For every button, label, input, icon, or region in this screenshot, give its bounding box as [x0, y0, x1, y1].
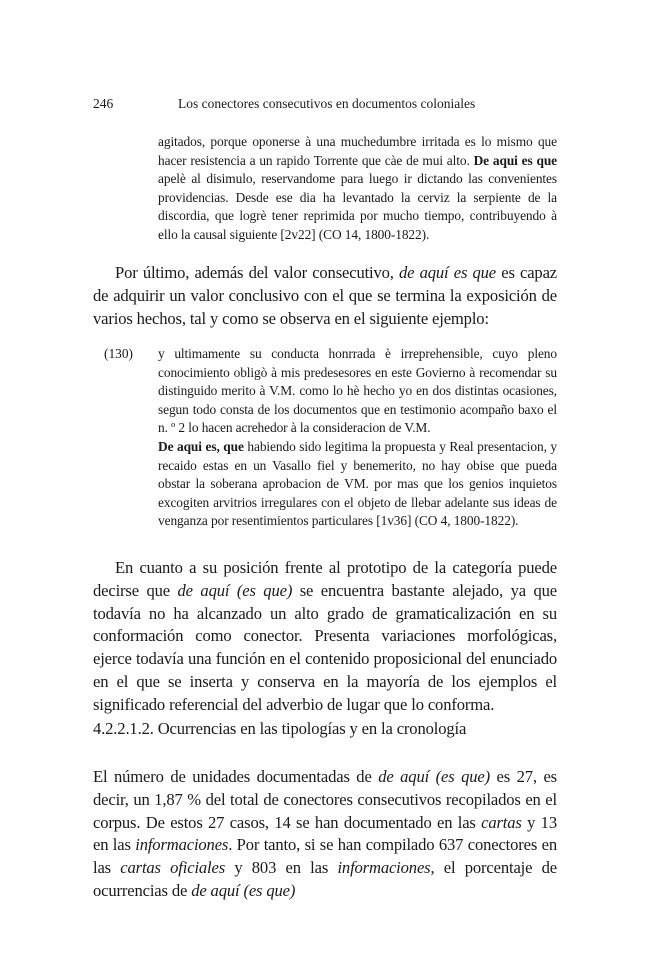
- paragraph-text: y 13 en las: [93, 812, 557, 855]
- paragraph-text: En cuanto a su posición frente al prototipo de la categoría puede decirse que: [93, 558, 557, 600]
- paragraph-text: Por último, además del valor consecutivo,: [115, 263, 400, 282]
- example-bold-connector: De aqui es, que: [158, 438, 244, 454]
- paragraph-text: , el porcentaje de ocurrencias de: [93, 858, 557, 900]
- italic-connector: de aquí (es que): [177, 580, 293, 600]
- paragraph-3: [93, 766, 557, 903]
- section-heading: 4.2.2.1.2. Ocurrencias en las tipologías y en la cronología: [93, 719, 467, 738]
- paragraph-text: es 27, es decir, un 1,87 % del total de conectores consecutivos recopilados en el corpus. De estos 27 casos, 14 se han documentado en las: [93, 767, 557, 832]
- paragraph-text-end: es capaz de adquirir un valor conclusivo con el que se termina la exposición de varios hechos, tal y como se observa en el siguiente ejemplo:: [93, 263, 558, 328]
- paragraph-text-end: se encuentra bastante alejado, ya que todavía no ha alcanzado un alto grado de gramaticalización en su conformación como conector. Presenta variaciones morfológicas, ejerce todavía una función en el contenido proposicional del enunciado en el que se inserta y conserva en la mayoría de los ejemplos el significado referencial del adverbio de lugar que lo conforma.: [93, 580, 557, 714]
- italic-term: de aquí (es que): [191, 880, 296, 900]
- block-quote: [158, 133, 557, 245]
- example-number: (130): [104, 346, 134, 361]
- page-number: 246: [93, 96, 114, 111]
- italic-term: cartas: [481, 812, 522, 832]
- example-130: [158, 345, 557, 531]
- running-title: Los conectores consecutivos en documentos coloniales: [178, 96, 476, 111]
- italic-term: informaciones: [337, 858, 431, 878]
- italic-term: cartas oficiales: [120, 858, 226, 878]
- quote-text-end: apelè al disimulo, reservandome para luego ir dictando las convenientes providencias. Desde ese dia ha levantado la cerviz la serpiente de la discordia, que logrè tener reprimida por mucho tiempo, contribuyendo à ello la causal siguiente [2v22] (CO 14, 1800-1822).: [158, 171, 557, 242]
- quote-text: agitados, porque oponerse à una muchedumbre irritada es lo mismo que hacer resistencia a un rapido Torrente que càe de mui alto.: [158, 134, 557, 168]
- italic-term: informaciones: [135, 835, 229, 855]
- paragraph-text: y 803 en las: [225, 858, 338, 878]
- example-text-2: [158, 438, 557, 531]
- italic-connector: de aquí es que: [399, 263, 497, 282]
- paragraph-2: [93, 557, 557, 717]
- paragraph-text: . Por tanto, si se han compilado 637 conectores en las: [93, 835, 557, 878]
- example-text-1: y ultimamente su conducta honrrada è irreprehensible, cuyo pleno conocimiento obligò à mis predesesores en este Govierno à recomendar su distinguido merito à V.M. como lo hè hecho yo en dos distintas ocasiones, segun todo consta de los documentos que en testimonio acompaño baxo el n. º 2 lo hacen acrehedor à la consideracion de V.M.: [158, 346, 557, 436]
- example-text-2-body: habiendo sido legitima la propuesta y Real presentacion, y recaido estas en un Vasallo fiel y benemerito, no hay obise que pueda obstar la soberana aprobacion de VM. por mas que los genios inquietos excogiten arvitrios irregulares con el objeto de llebar adelante sus ideas de venganza por resentimientos particulares [1v36] (CO 4, 1800-1822).: [158, 438, 557, 529]
- italic-term: de aquí (es que): [378, 767, 490, 786]
- paragraph-1: [93, 262, 557, 330]
- quote-bold-connector: De aqui es que: [473, 152, 558, 168]
- paragraph-text: El número de unidades documentadas de: [93, 767, 379, 786]
